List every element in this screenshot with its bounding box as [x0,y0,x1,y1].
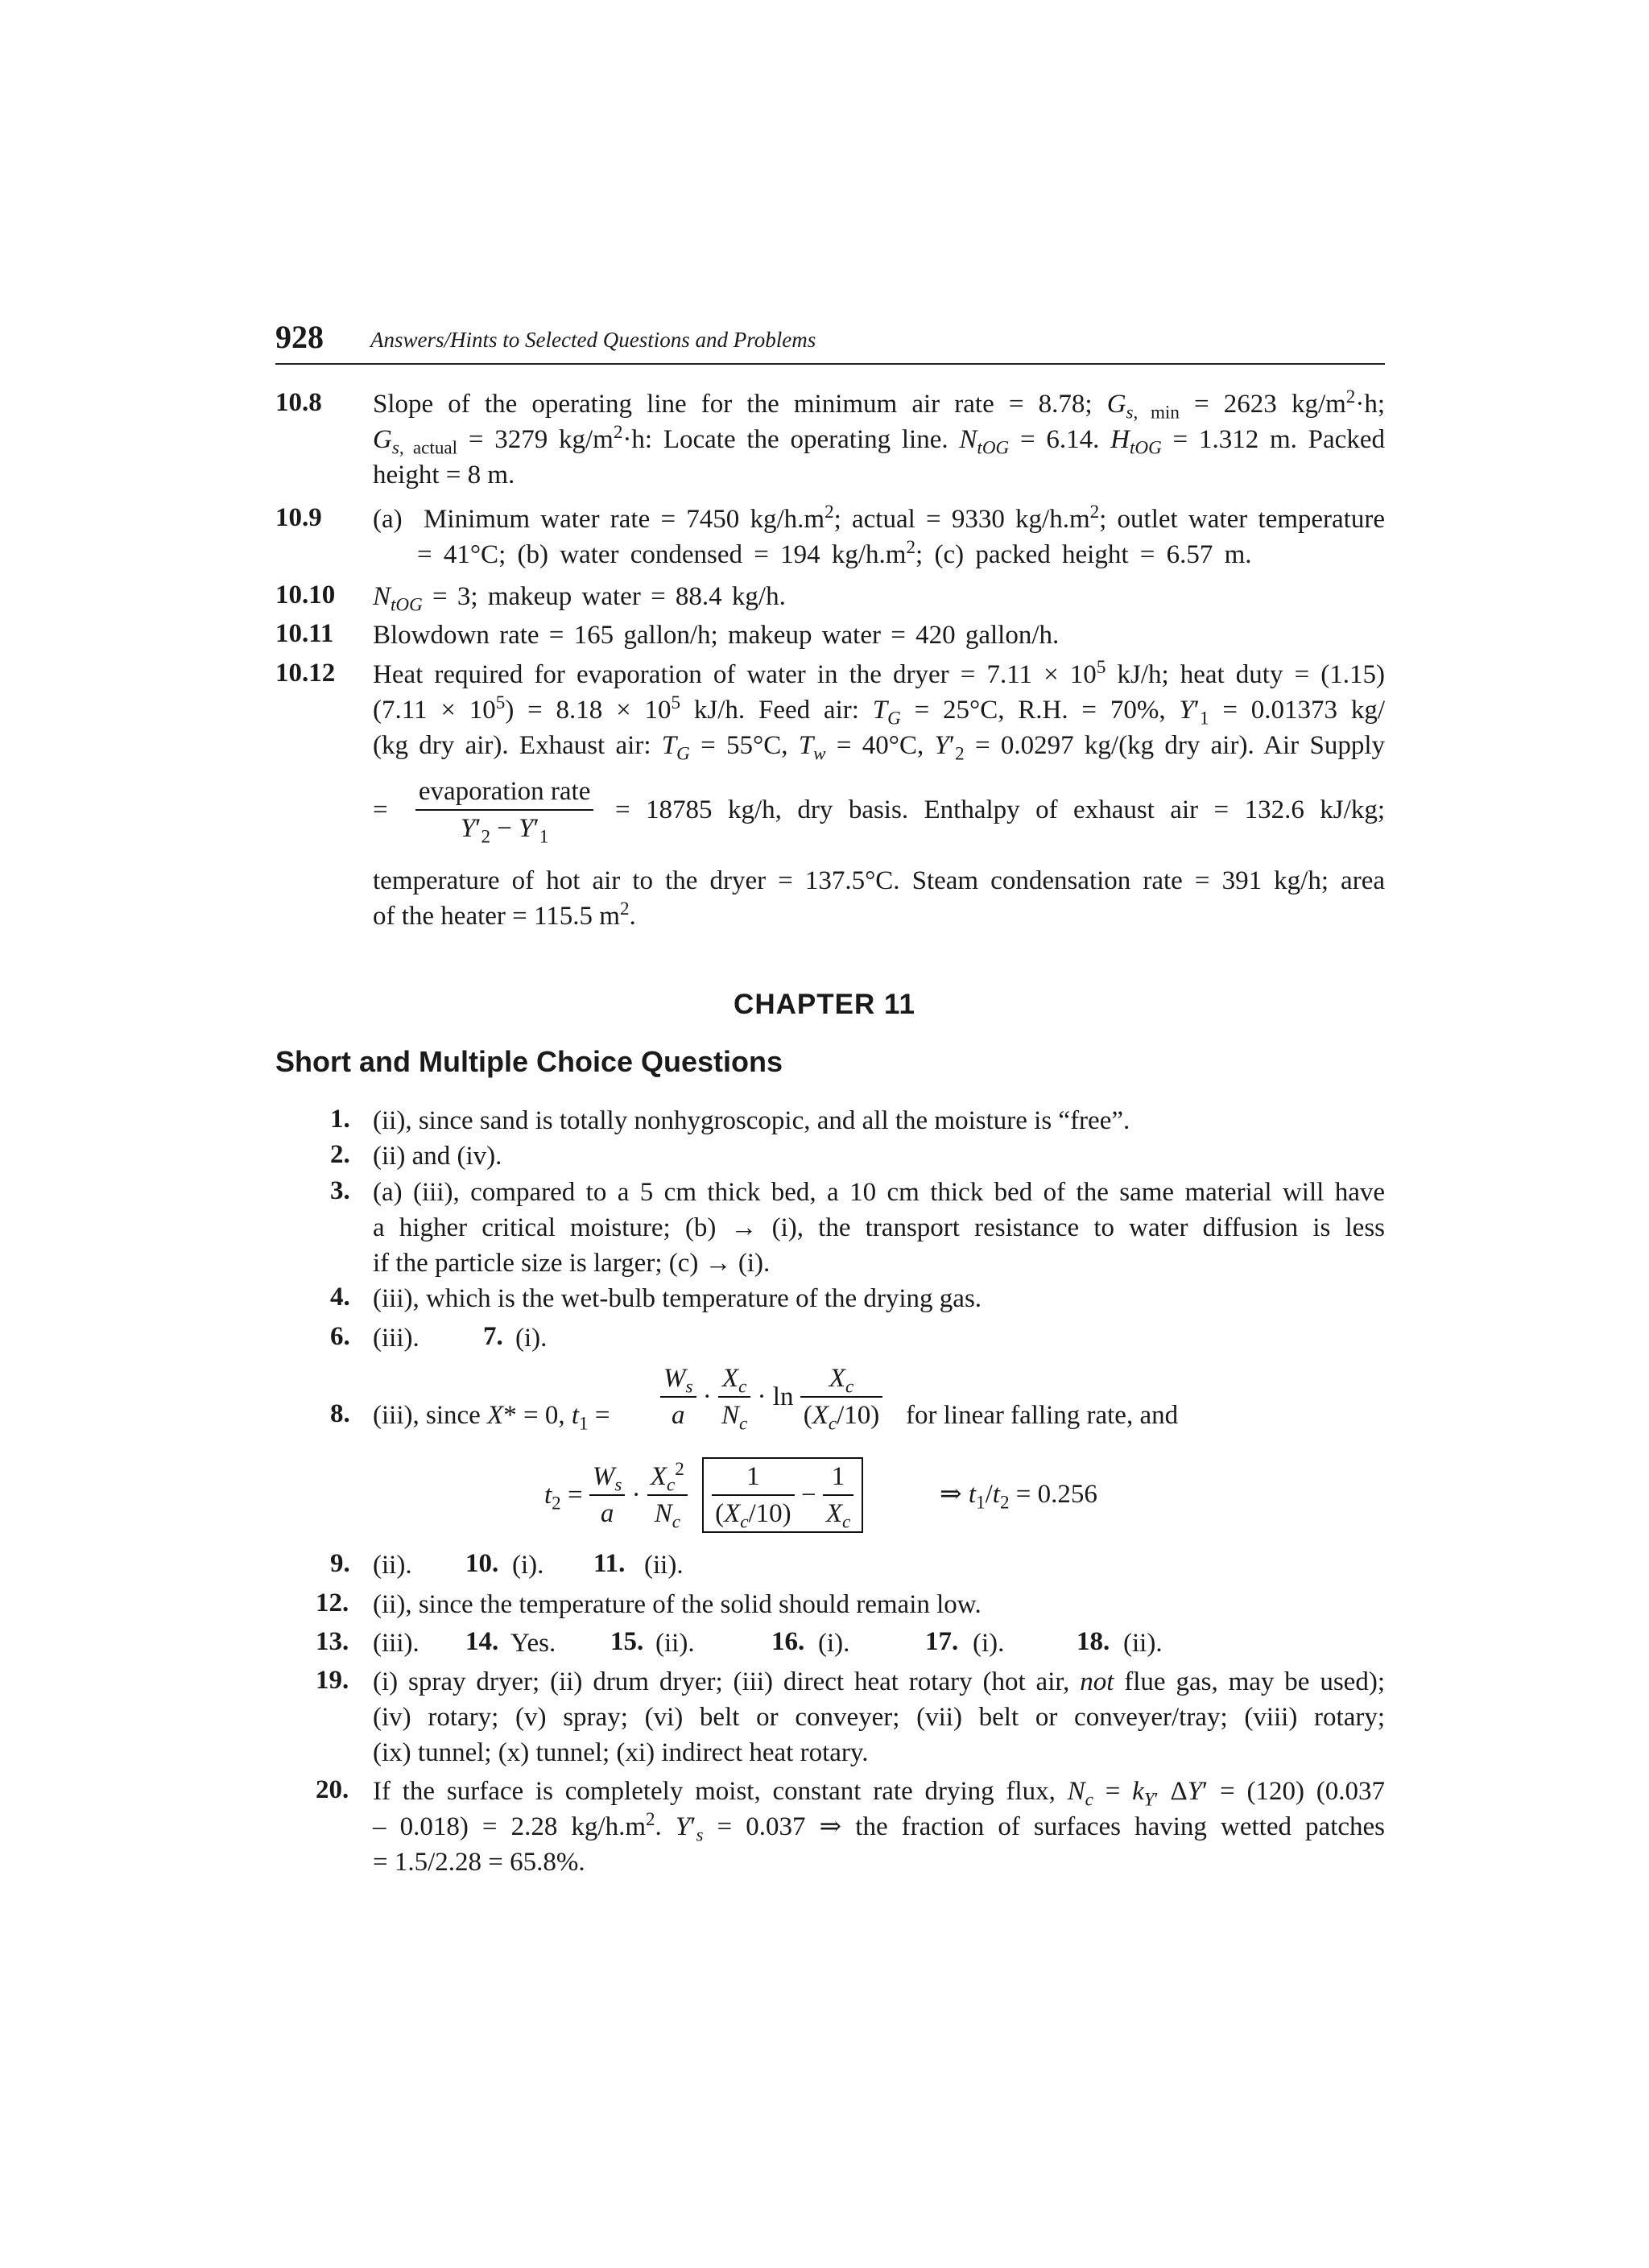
answer-line: If the surface is completely moist, constant rate drying flux, $N_c = k_{Y'}$ ΔY′ = (120) (0.037 [373,1777,1385,1810]
answer-line: Yes. [510,1629,556,1658]
answer-line: if the particle size is larger; (c) → (i). [373,1249,771,1278]
question-number: 2. [330,1140,350,1169]
question-number: 3. [330,1176,350,1205]
question-number: 13. [316,1627,349,1656]
problem-number: 10.10 [275,580,336,609]
fraction: $\frac{X_c}{(X_c/10)}$ [800,1361,883,1433]
answer-line: $(7.11 \times 10^5) = 8.18 \times 10^5$ kJ/h. Feed air: $T_G = 25^\circ C$, R.H. = 70%, $Y'_1 = 0.01373$ kg/ [373,692,1385,729]
question-number: 18. [1077,1627,1110,1656]
answer-line: (i) spray dryer; (ii) drum dryer; (iii) direct heat rotary (hot air, not flue gas, may be used); [373,1667,1385,1696]
page-header [275,318,1385,365]
answer-line: (a) Minimum water rate = 7450 $kg/h.m^2$; actual = 9330 $kg/h.m^2$; outlet water temperature [373,501,1385,534]
problem-number: 10.8 [275,388,322,417]
fraction [415,774,593,846]
problem-number: 10.9 [275,503,322,532]
answer-line: (ix) tunnel; (x) tunnel; (xi) indirect heat rotary. [373,1738,869,1767]
problem-number: 10.11 [275,619,334,648]
fraction: $\frac{X_c^2}{N_c}$ [647,1459,688,1531]
t1-equation: $\frac{W_s}{a}$ · $\frac{X_c}{N_c}$ · ln $\frac{X_c}{(X_c/10)}$ [660,1361,882,1433]
running-title: Answers/Hints to Selected Questions and Problems [370,328,816,352]
answer-line: (i). [973,1629,1005,1658]
answer-line: (i). [818,1629,850,1658]
page-number: 928 [275,319,324,355]
fraction: $\frac{X_c}{N_c}$ [718,1361,750,1433]
question-number: 16. [771,1627,805,1656]
answer-line: (i). [512,1551,544,1580]
answer-line: Blowdown rate = 165 gallon/h; makeup water = 420 gallon/h. [373,621,1060,650]
answer-line: (iii), since X* = 0, $t_1$ = [373,1401,610,1434]
fraction: $\frac{W_s}{a}$ [660,1361,696,1433]
answer-line: a higher critical moisture; (b) → (i), the transport resistance to water diffusion is less [373,1213,1385,1242]
fraction-denominator: $Y'_2 - Y'_1$ [415,809,593,846]
question-number: 10. [465,1549,499,1578]
answer-line: $G_{s, actual} = 3279$ $kg/m^2\cdot h$: Locate the operating line. $N_{tOG} = 6.14$. $H_{tOG} = 1.312$ m. Packed [373,421,1385,458]
answer-line: (ii), since sand is totally nonhygroscopic, and all the moisture is “free”. [373,1106,1130,1135]
answer-line: (a) (iii), compared to a 5 cm thick bed, a 10 cm thick bed of the same material will have [373,1178,1385,1207]
answer-line: (ii). [655,1629,695,1658]
answer-line: (iii). [373,1629,419,1658]
answer-line: temperature of hot air to the dryer = 137.5°C. Steam condensation rate = 391 kg/h; area [373,866,1385,895]
answer-line: (ii). [644,1551,684,1580]
answer-line: = 1.5/2.28 = 65.8%. [373,1848,585,1877]
answer-line: (iii). [373,1324,419,1353]
question-number: 15. [610,1627,644,1656]
fraction-numerator: evaporation rate [418,777,591,806]
question-number: 1. [330,1105,350,1134]
question-number: 11. [593,1549,626,1578]
answer-line: (ii), since the temperature of the solid should remain low. [373,1590,982,1619]
answer-line: = 41°C; (b) water condensed = 194 $kg/h.m^2$; (c) packed height = 6.57 m. [417,536,1252,569]
answer-line: $N_{tOG} = 3$; makeup water = 88.4 kg/h. [373,582,786,615]
question-number: 4. [330,1283,350,1312]
section-title: Short and Multiple Choice Questions [275,1045,783,1078]
answer-line: ⇒ $t_1/t_2 = 0.256$ [940,1480,1097,1513]
t2-equation: $t_2$ = $\frac{W_s}{a}$ · $\frac{X_c^2}{N_c}$ $\frac{1}{(X_c/10)}$ − $\frac{1}{X_c}$ [544,1457,863,1533]
fraction: $\frac{1}{(X_c/10)}$ [712,1459,795,1531]
answer-line: for linear falling rate, and [906,1401,1179,1430]
chapter-title: CHAPTER 11 [734,989,915,1020]
answer-line: (i). [515,1324,548,1353]
question-number: 19. [316,1666,349,1695]
fraction: $\frac{1}{X_c}$ [823,1459,853,1531]
answer-line: (ii). [373,1551,412,1580]
question-number: 20. [316,1775,349,1804]
air-supply-equation: = $\frac{\text{evaporation rate}}{Y'_2 - Y'_1}$ [373,774,593,846]
answer-line: height = 8 m. [373,461,515,490]
answer-line: (ii) and (iv). [373,1142,502,1171]
answer-line: of the heater = 115.5 $m^2$. [373,898,636,931]
answer-line: Heat required for evaporation of water in the dryer = $7.11 \times 10^5$ kJ/h; heat duty = (1.15) [373,656,1386,689]
answer-line: (iv) rotary; (v) spray; (vi) belt or conveyer; (vii) belt or conveyer/tray; (viii) rotary; [373,1703,1385,1732]
answer-line: (iii), which is the wet-bulb temperature of the drying gas. [373,1284,982,1313]
question-number: 17. [925,1627,959,1656]
question-number: 14. [465,1627,499,1656]
question-number: 7. [483,1322,503,1351]
answer-line: (ii). [1123,1629,1163,1658]
problem-number: 10.12 [275,659,336,688]
question-number: 9. [330,1549,350,1578]
question-number: 8. [330,1399,350,1428]
question-number: 6. [330,1322,350,1351]
answer-line: Slope of the operating line for the minimum air rate = 8.78; $G_{s, min} = 2623$ $kg/m^2\cdot h$; [373,386,1385,423]
answer-line: = 18785 kg/h, dry basis. Enthalpy of exhaust air = 132.6 kJ/kg; [615,795,1385,824]
question-number: 12. [316,1588,349,1617]
answer-line: (kg dry air). Exhaust air: $T_G = 55^\circ C$, $T_w = 40^\circ C$, $Y'_2 = 0.0297$ kg/(kg dry air). Air Supply [373,731,1385,764]
answer-line: – 0.018) = 2.28 $kg/h.m^2$. $Y'_s = 0.037$ ⇒ the fraction of surfaces having wetted patches [373,1808,1385,1845]
bracket-group: $\frac{1}{(X_c/10)}$ − $\frac{1}{X_c}$ [702,1457,863,1533]
fraction: $\frac{W_s}{a}$ [589,1459,626,1531]
